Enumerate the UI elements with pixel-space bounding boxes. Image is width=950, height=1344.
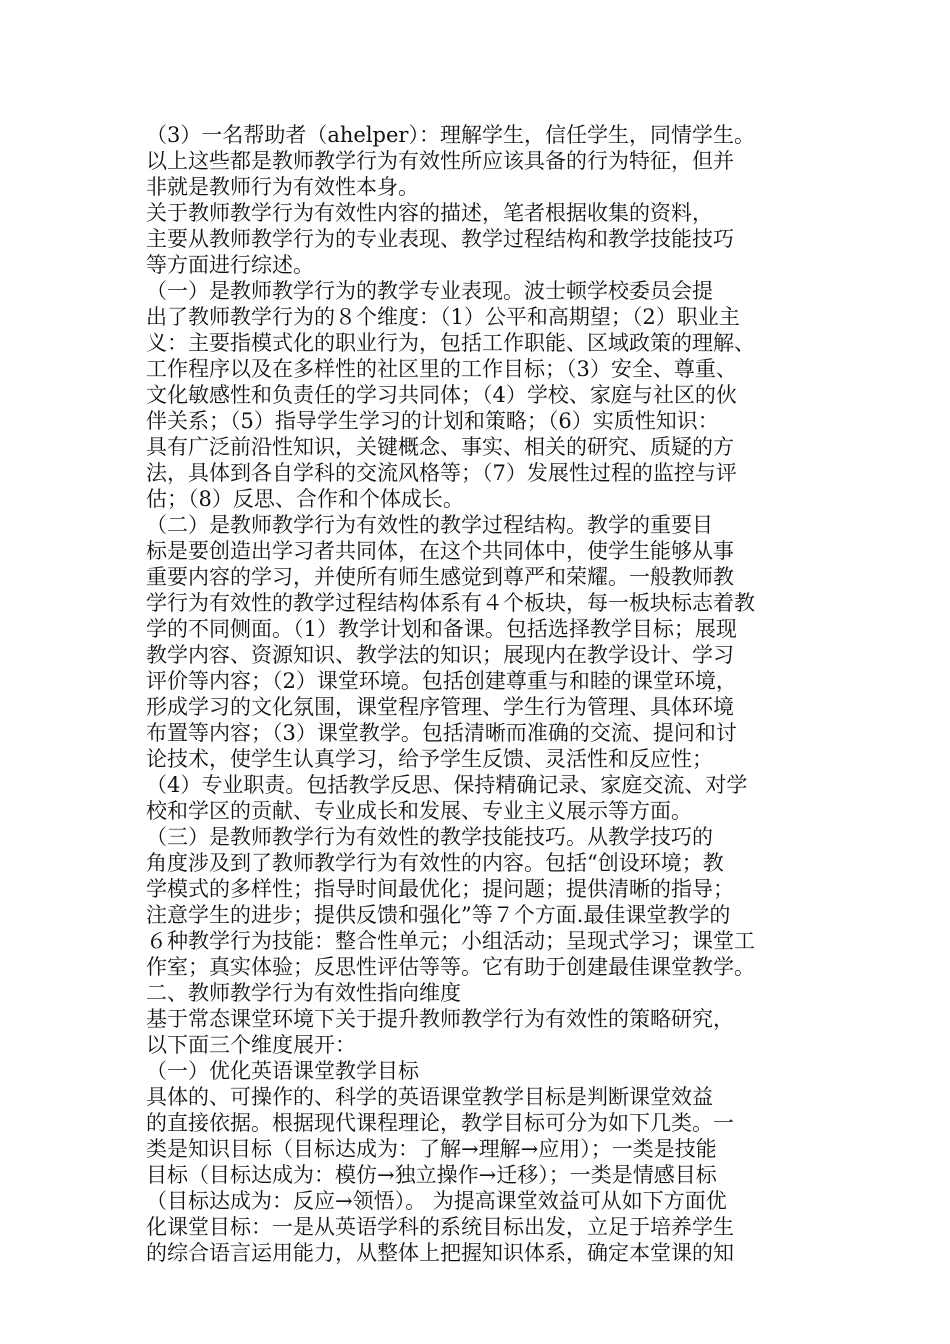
- text-line: 非就是教师行为有效性本身。: [146, 175, 419, 199]
- text-line: ６种教学行为技能：整合性单元；小组活动；呈现式学习；课堂工: [146, 929, 755, 953]
- text-line: 具体的、可操作的、科学的英语课堂教学目标是判断课堂效益: [146, 1085, 713, 1109]
- text-line: （目标达成为：反应→领悟）。 为提高课堂效益可从如下方面优: [146, 1189, 727, 1213]
- text-line: 化课堂目标：一是从英语学科的系统目标出发，立足于培养学生: [146, 1215, 734, 1239]
- text-line: 评价等内容；（2）课堂环境。包括创建尊重与和睦的课堂环境，: [146, 669, 737, 693]
- text-line: 二、教师教学行为有效性指向维度: [146, 981, 461, 1005]
- text-line: 基于常态课堂环境下关于提升教师教学行为有效性的策略研究，: [146, 1007, 734, 1031]
- text-line: 布置等内容；（3）课堂教学。包括清晰而准确的交流、提问和讨: [146, 721, 737, 745]
- text-line: 学的不同侧面。（1）教学计划和备课。包括选择教学目标；展现: [146, 617, 737, 641]
- text-line: 主要从教师教学行为的专业表现、教学过程结构和教学技能技巧: [146, 227, 734, 251]
- text-line: 等方面进行综述。: [146, 253, 314, 277]
- text-line: 的综合语言运用能力，从整体上把握知识体系，确定本堂课的知: [146, 1241, 734, 1265]
- text-line: 以上这些都是教师教学行为有效性所应该具备的行为特征，但并: [146, 149, 734, 173]
- text-line: （二）是教师教学行为有效性的教学过程结构。教学的重要目: [146, 513, 713, 537]
- text-line: 形成学习的文化氛围，课堂程序管理、学生行为管理、具体环境: [146, 695, 734, 719]
- text-line: 学行为有效性的教学过程结构体系有４个板块，每一板块标志着教: [146, 591, 755, 615]
- text-line: 具有广泛前沿性知识，关键概念、事实、相关的研究、质疑的方: [146, 435, 734, 459]
- text-line: 作室；真实体验；反思性评估等等。它有助于创建最佳课堂教学。: [146, 955, 755, 979]
- text-line: 论技术，使学生认真学习，给予学生反馈、灵活性和反应性；: [146, 747, 713, 771]
- text-line: 义：主要指模式化的职业行为，包括工作职能、区域政策的理解、: [146, 331, 755, 355]
- text-line: 估；（8）反思、合作和个体成长。: [146, 487, 464, 511]
- text-line: 类是知识目标（目标达成为：了解→理解→应用）；一类是技能: [146, 1137, 717, 1161]
- text-line: （三）是教师教学行为有效性的教学技能技巧。从教学技巧的: [146, 825, 713, 849]
- text-line: 关于教师教学行为有效性内容的描述，笔者根据收集的资料，: [146, 201, 713, 225]
- text-line: 文化敏感性和负责任的学习共同体；（4）学校、家庭与社区的伙: [146, 383, 737, 407]
- text-line: 的直接依据。根据现代课程理论，教学目标可分为如下几类。一: [146, 1111, 734, 1135]
- text-line: 校和学区的贡献、专业成长和发展、专业主义展示等方面。: [146, 799, 692, 823]
- text-line: 目标（目标达成为：模仿→独立操作→迁移）；一类是情感目标: [146, 1163, 717, 1187]
- text-line: 重要内容的学习，并使所有师生感觉到尊严和荣耀。一般教师教: [146, 565, 734, 589]
- text-line: （3）一名帮助者（ahelper）：理解学生，信任学生，同情学生。: [146, 123, 755, 147]
- text-line: （一）优化英语课堂教学目标: [146, 1059, 419, 1083]
- text-line: 伴关系；（5）指导学生学习的计划和策略；（6）实质性知识：: [146, 409, 719, 433]
- text-line: （一）是教师教学行为的教学专业表现。波士顿学校委员会提: [146, 279, 713, 303]
- text-line: 出了教师教学行为的８个维度：（1）公平和高期望；（2）职业主: [146, 305, 740, 329]
- text-line: 学模式的多样性；指导时间最优化；提问题；提供清晰的指导；: [146, 877, 734, 901]
- text-line: 教学内容、资源知识、教学法的知识；展现内在教学设计、学习: [146, 643, 734, 667]
- text-line: 注意学生的进步；提供反馈和强化”等７个方面.最佳课堂教学的: [146, 903, 731, 927]
- text-line: 法，具体到各自学科的交流风格等；（7）发展性过程的监控与评: [146, 461, 737, 485]
- text-line: 标是要创造出学习者共同体，在这个共同体中，使学生能够从事: [146, 539, 734, 563]
- text-line: （4）专业职责。包括教学反思、保持精确记录、家庭交流、对学: [146, 773, 748, 797]
- text-line: 以下面三个维度展开：: [146, 1033, 356, 1057]
- text-line: 工作程序以及在多样性的社区里的工作目标；（3）安全、尊重、: [146, 357, 737, 381]
- text-line: 角度涉及到了教师教学行为有效性的内容。包括“创设环境；教: [146, 851, 724, 875]
- body-text: [146, 122, 806, 1266]
